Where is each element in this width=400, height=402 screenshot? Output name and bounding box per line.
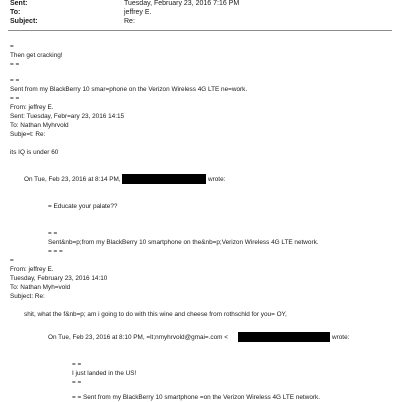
sent-value: Tuesday, February 23, 2016 7:16 PM — [124, 0, 240, 7]
body-line: = — [10, 43, 14, 50]
body-line: I just landed in the US! — [72, 370, 137, 377]
body-line: its IQ is under 60 — [10, 149, 59, 156]
body-line: = — [10, 257, 14, 264]
body-line: Sent: Tuesday, Febr=ary 23, 2016 14:15 — [10, 113, 125, 120]
subject-label: Subject: — [10, 18, 38, 25]
body-line: wrote: — [332, 334, 350, 341]
body-line: = = — [72, 379, 82, 386]
body-line: Subject: Re: — [10, 293, 45, 300]
body-line: = = — [10, 61, 20, 68]
redaction-bar — [122, 174, 206, 184]
redaction-bar — [238, 332, 330, 342]
body-line: From: jeffrey E. — [10, 266, 54, 273]
body-line: shit, what the f&nb=p; am i going to do with this wine and cheese from rothschld for you= OY, — [24, 311, 287, 318]
body-line: To: Nathan Myh=vold — [10, 284, 71, 291]
body-line: On Tue, Feb 23, 2016 at 8:14 PM, — [24, 176, 121, 183]
body-line: To: Nathan Myhrvold — [10, 122, 69, 129]
subject-value: Re: — [124, 18, 135, 25]
body-line: Sent from my BlackBerry 10 smar=phone on the Verizon Wireless 4G LTE ne=work. — [10, 86, 248, 93]
body-line: = = = — [48, 248, 63, 255]
sent-label: Sent: — [10, 0, 28, 7]
body-line: = Educate your palate?? — [48, 203, 118, 210]
body-line: Sent&nb=p;from my BlackBerry 10 smartphone on the&nb=p;Verizon Wireless 4G LTE network. — [48, 239, 319, 246]
body-line: Then get cracking! — [10, 52, 63, 59]
body-line: = = Sent from my BlackBerry 10 smartphone =on the Verizon Wireless 4G LTE network. — [72, 394, 320, 401]
body-line: On Tue, Feb 23, 2016 at 8:10 PM, =lt;nmyhrvold@gmai=.com < — [48, 334, 229, 341]
to-value: jeffrey E. — [124, 9, 152, 16]
body-line: wrote: — [208, 176, 226, 183]
body-line: = = — [10, 95, 20, 102]
body-line: From: jeffrey E. — [10, 104, 54, 111]
body-line: = = — [72, 361, 82, 368]
body-line: = = — [48, 230, 58, 237]
header-divider — [8, 30, 392, 31]
to-label: To: — [10, 9, 21, 16]
body-line: Subje=t: Re: — [10, 131, 46, 138]
body-line: Tuesday, February 23, 2016 14:10 — [10, 275, 108, 282]
body-line: = = — [10, 77, 20, 84]
